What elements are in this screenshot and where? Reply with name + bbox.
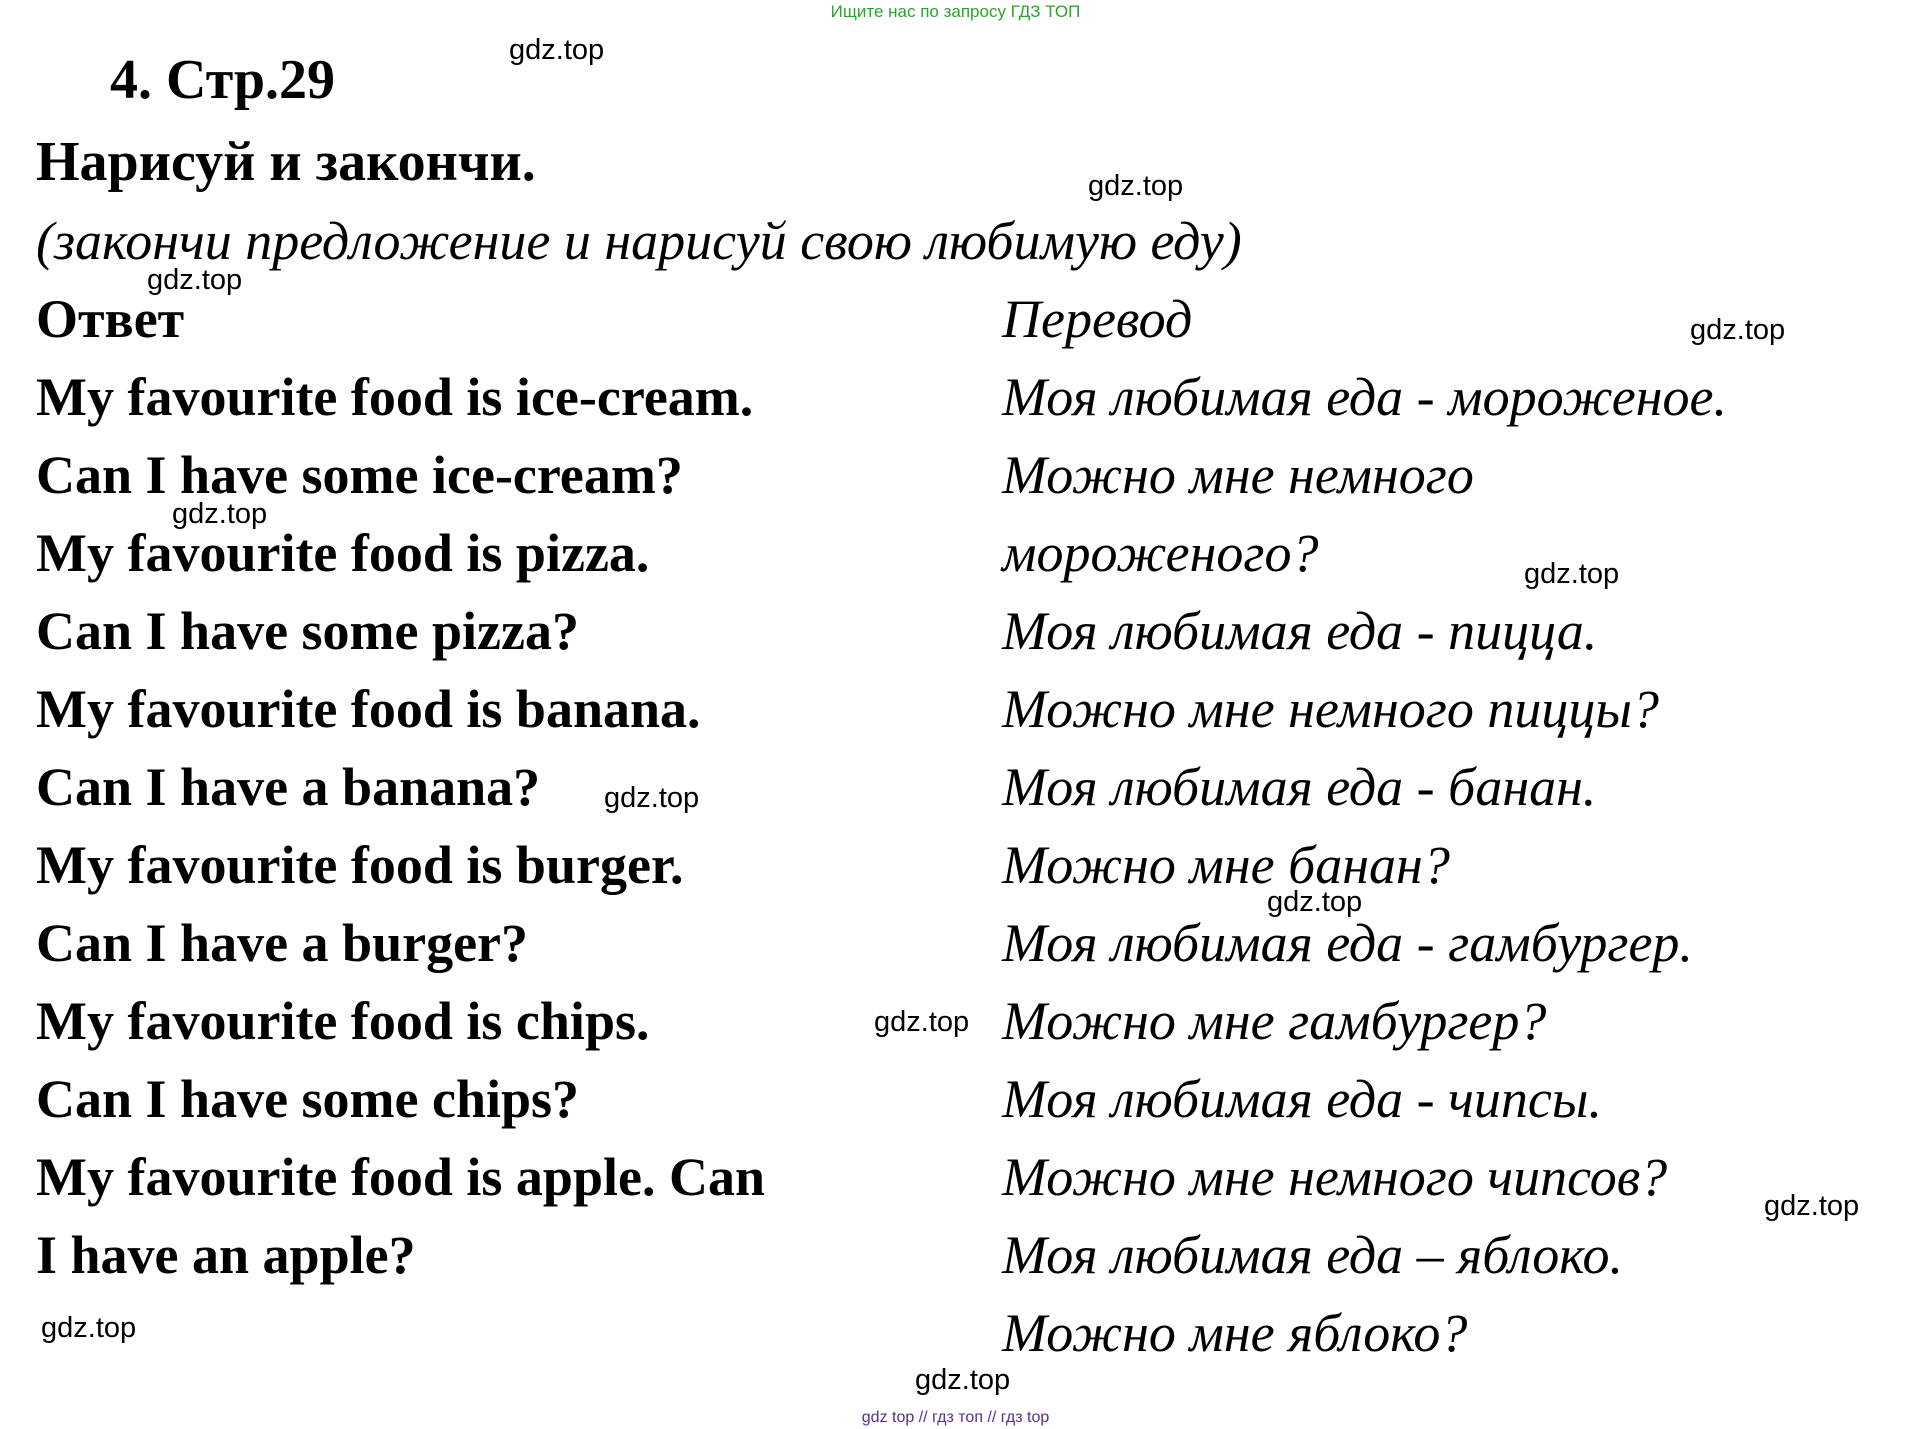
answer-line: Can I have a banana? [36,757,541,817]
translation-line: мороженого? [1002,523,1319,583]
translation-line: Можно мне гамбургер? [1002,991,1547,1051]
answer-line: Can I have some ice-cream? [36,445,683,505]
answer-column-label: Ответ [36,289,185,349]
exercise-title: Нарисуй и закончи. [36,131,536,193]
watermark: gdz.top [1267,886,1363,918]
top-banner: Ищите нас по запросу ГДЗ ТОП [830,2,1081,21]
answer-line: Can I have a burger? [36,913,529,973]
exercise-number: 4. Стр.29 [110,49,336,111]
watermark: gdz.top [41,1312,137,1344]
watermark: gdz.top [172,498,268,530]
translation-line: Можно мне немного пиццы? [1002,679,1659,739]
exercise-instruction: (закончи предложение и нарисуй свою любимую еду) [36,211,1242,271]
answer-line: My favourite food is burger. [36,835,684,895]
watermark: gdz.top [1690,314,1786,346]
translation-line: Можно мне банан? [1002,835,1450,895]
watermark: gdz.top [1764,1190,1860,1222]
translation-line: Моя любимая еда - банан. [1002,757,1597,817]
answer-line: Can I have some chips? [36,1069,580,1129]
translation-line: Можно мне немного [1002,445,1474,505]
watermark: gdz.top [915,1364,1011,1396]
answer-line: My favourite food is pizza. [36,523,650,583]
watermark: gdz.top [874,1006,970,1038]
watermark: gdz.top [147,264,243,296]
watermark: gdz.top [604,782,700,814]
answer-line: Can I have some pizza? [36,601,579,661]
answer-line: My favourite food is ice-cream. [36,367,754,427]
translation-column-label: Перевод [1002,289,1193,349]
translation-line: Моя любимая еда - гамбургер. [1002,913,1693,973]
translation-line: Моя любимая еда - чипсы. [1002,1069,1602,1129]
watermark: gdz.top [1524,558,1620,590]
translation-line: Моя любимая еда – яблоко. [1002,1225,1623,1285]
watermark: gdz.top [509,34,605,66]
translation-line: Можно мне немного чипсов? [1002,1147,1668,1207]
translation-line: Моя любимая еда - пицца. [1002,601,1598,661]
answer-line: My favourite food is chips. [36,991,650,1051]
translation-line: Можно мне яблоко? [1002,1303,1468,1363]
translation-line: Моя любимая еда - мороженое. [1002,367,1728,427]
watermark: gdz.top [1088,170,1184,202]
answer-line: My favourite food is apple. Can [36,1147,765,1207]
footer-links: gdz top // гдз топ // гдз top [861,1409,1050,1426]
answer-line: I have an apple? [36,1225,416,1285]
answer-line: My favourite food is banana. [36,679,701,739]
